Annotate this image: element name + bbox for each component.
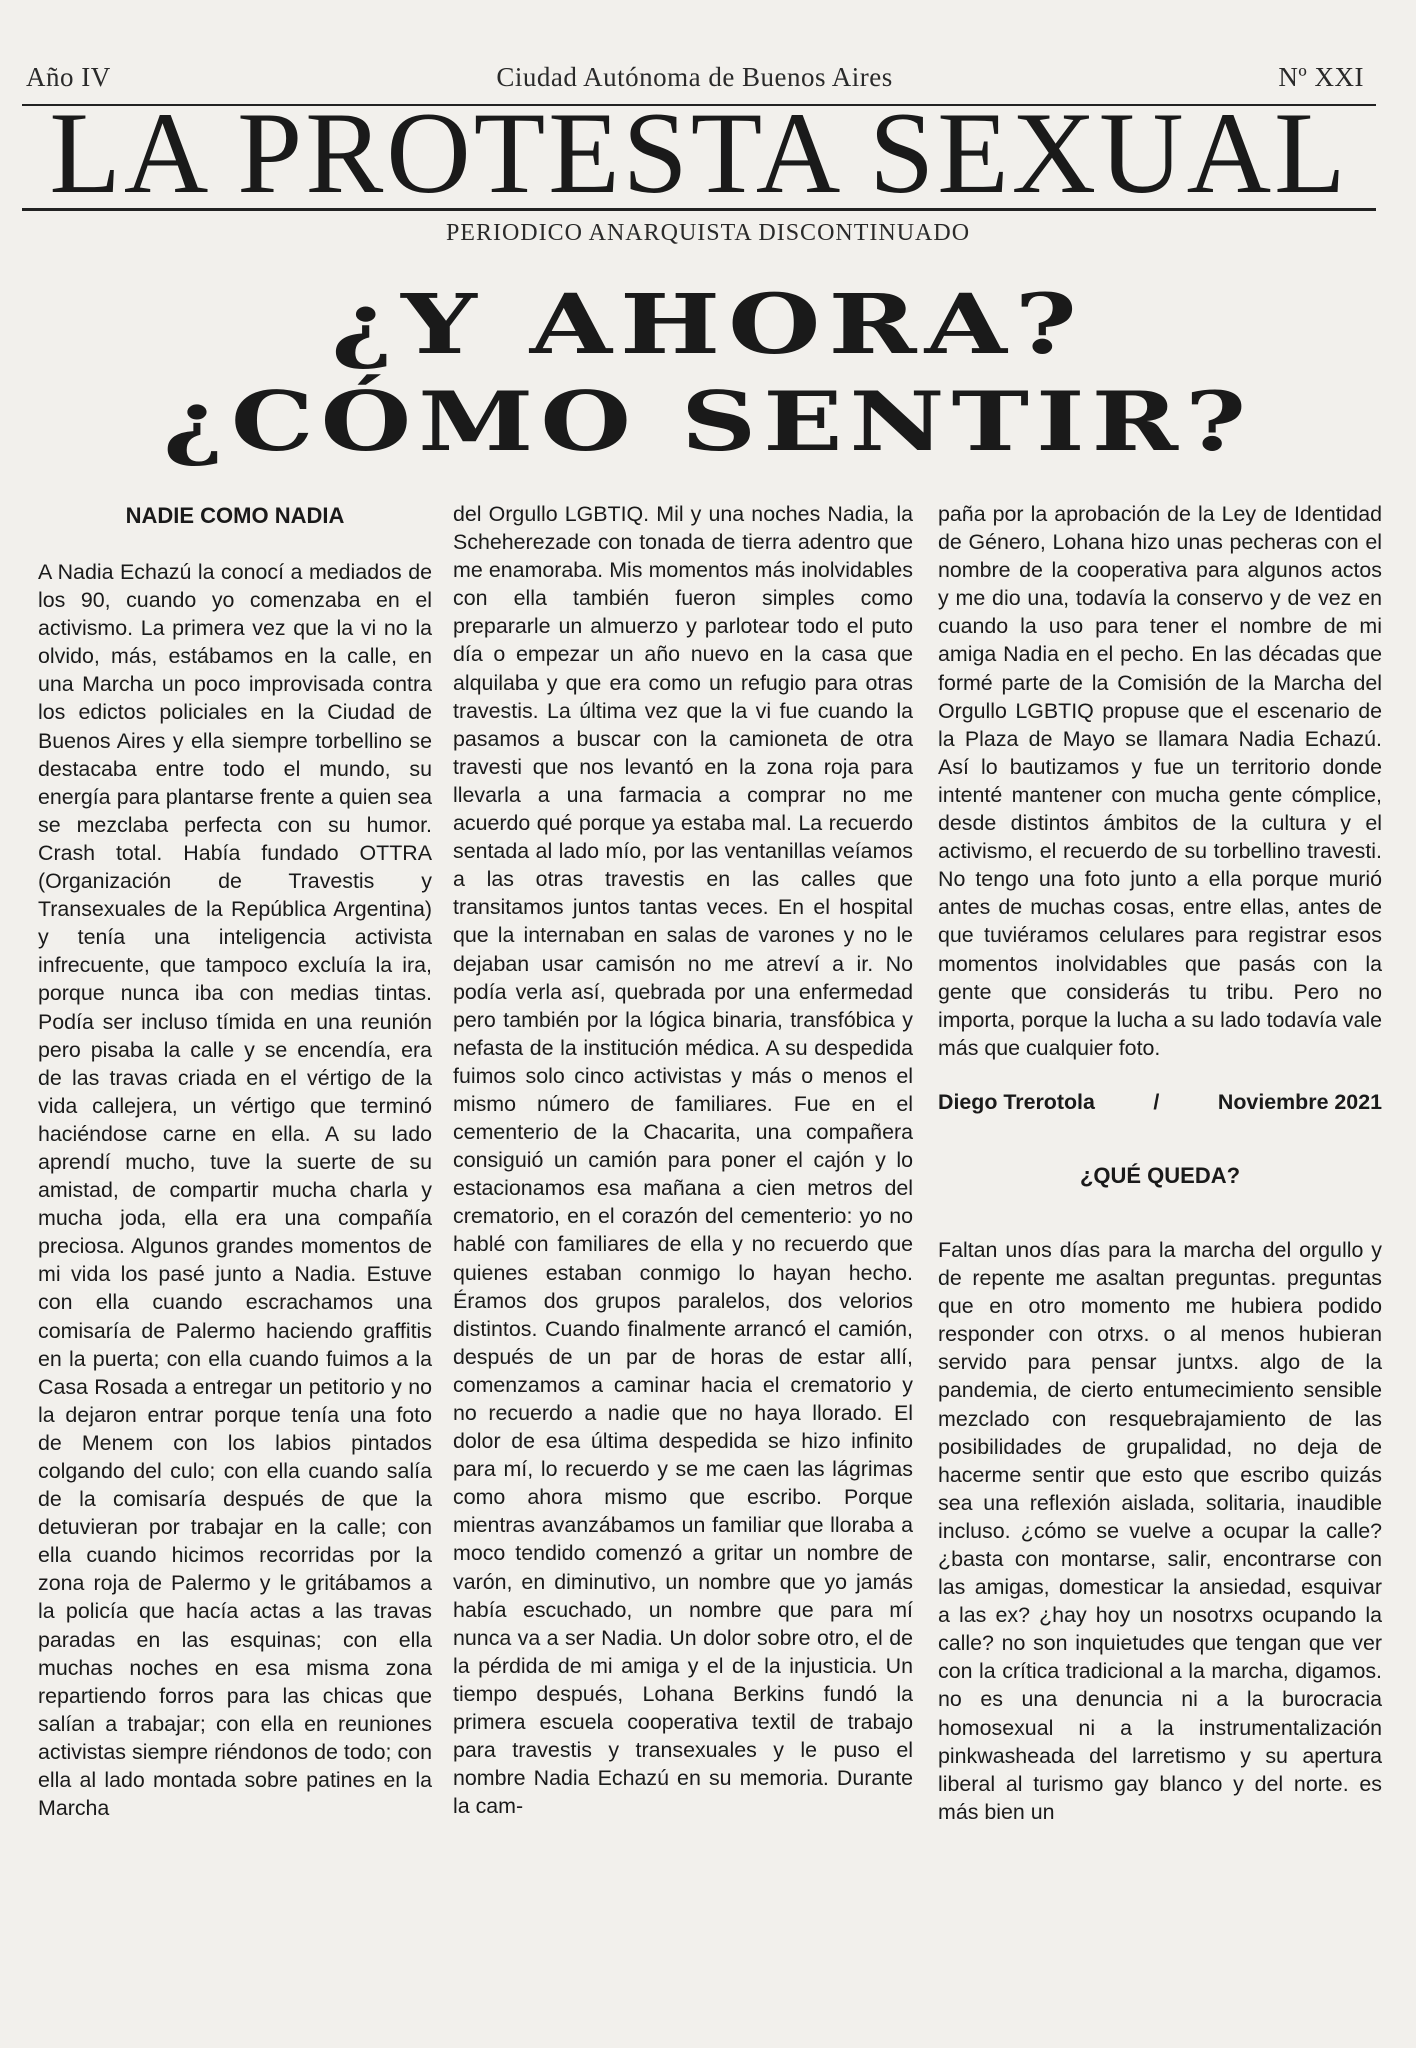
headline-line-2: ¿CÓMO SENTIR? (162, 373, 1254, 470)
headline-line-1: ¿Y AHORA? (331, 274, 1085, 373)
article-2-heading: ¿QUÉ QUEDA? (1079, 1162, 1241, 1188)
issue-number: Nº XXI (1278, 61, 1364, 92)
masthead-bottom-rule (22, 208, 1376, 211)
newspaper-title: LA PROTESTA SEXUAL (49, 89, 1349, 218)
article-1-heading: NADIE COMO NADIA (125, 503, 345, 528)
signature-separator: / (1153, 1089, 1160, 1114)
column-3 (938, 500, 1382, 1826)
newspaper-subtitle: PERIODICO ANARQUISTA DISCONTINUADO (445, 220, 971, 246)
city-line: Ciudad Autónoma de Buenos Aires (496, 61, 893, 92)
article-date: Noviembre 2021 (1217, 1089, 1382, 1114)
author-name: Diego Trerotola (938, 1089, 1095, 1114)
column-1 (38, 500, 432, 1822)
article-1-signature (938, 1088, 1382, 1116)
issue-year: Año IV (26, 61, 111, 92)
article-2-text: Faltan unos días para la marcha del orgullo y de repente me asaltan preguntas. preguntas que en otro momento me hubiera podido responder con otrxs. o al menos hubieran servido para pensar juntxs. algo de la pandemia, de cierto entumecimiento sensible mezclado con resquebrajamiento de las posibilidades de grupalidad, no deja de hacerme sentir que esto que escribo quizás sea una reflexión aislada, solitaria, inaudible incluso. ¿cómo se vuelve a ocupar la calle? ¿basta con montarse, salir, encontrarse con las amigas, domesticar la ansiedad, esquivar a las ex? ¿hay hoy un nosotrxs ocupando la calle? no son inquietudes que tengan que ver con la crítica tradicional a la marcha, digamos. no es una denuncia ni a la burocracia homosexual ni a la instrumentalización pinkwasheada del larretismo y su apertura liberal al turismo gay blanco y del norte. es más bien un (938, 1237, 1382, 1824)
article-1-text-part-2: del Orgullo LGBTIQ. Mil y una noches Nadia, la Scheherezade con tonada de tierra adentro que me enamoraba. Mis momentos más inolvidables con ella también fueron simples como prepararle un almuerzo y parlotear todo el puto día o empezar un año nuevo en la casa que alquilaba y que era como un refugio para otras travestis. La última vez que la vi fue cuando la pasamos a buscar con la camioneta de otra travesti que nos levantó en la zona roja para llevarla a una farmacia a comprar no me acuerdo qué porque ya estaba mal. La recuerdo sentada al lado mío, por las ventanillas veíamos a las otras travestis en las calles que transitamos juntos tantas veces. En el hospital que la internaban en salas de varones y no le dejaban usar camisón no me atreví a ir. No podía verla así, quebrada por una enfermedad pero también por la lógica binaria, transfóbica y nefasta de la institución médica. A su despedida fuimos solo cinco activistas y más o menos el mismo número de familiares. Fue en el cementerio de la Chacarita, una compañera consiguió un camión para poner el cajón y lo estacionamos esa mañana a cien metros del crematorio, en el corazón del cementerio: yo no hablé con familiares de ella y no recuerdo que quienes estaban conmigo lo hayan hecho. Éramos dos grupos paralelos, dos velorios distintos. Cuando finalmente arrancó el camión, después de un par de horas de estar allí, comenzamos a caminar hacia el crematorio y no recuerdo a nadie que no haya llorado. El dolor de esa última despedida se hizo infinito para mí, lo recuerdo y se me caen las lágrimas como ahora mismo que escribo. Porque mientras avanzábamos un familiar que lloraba a moco tendido comenzó a gritar un nombre de varón, en diminutivo, un nombre que yo jamás había escuchado, un nombre que para mí nunca va a ser Nadia. Un dolor sobre otro, el de la pérdida de mi amiga y el de la injusticia. Un tiempo después, Lohana Berkins fundó la primera escuela cooperativa textil de trabajo para travestis y transexuales y le puso el nombre Nadia Echazú en su memoria. Durante la cam- (453, 502, 913, 1819)
article-1-text-part-3: paña por la aprobación de la Ley de Identidad de Género, Lohana hizo unas pecheras con el nombre de la cooperativa para algunos actos y me dio una, todavía la conservo y de vez en cuando la uso para tener el nombre de mi amiga Nadia en el pecho. En las décadas que formé parte de la Comisión de la Marcha del Orgullo LGBTIQ propuse que el escenario de la Plaza de Mayo se llamara Nadia Echazú. Así lo bautizamos y fue un territorio donde intenté mantener con mucha gente cómplice, desde distintos ámbitos de la cultura y el activismo, el recuerdo de su torbellino travesti. No tengo una foto junto a ella porque murió antes de muchas cosas, entre ellas, antes de que tuviéramos celulares para registrar esos momentos inolvidables que pasás con la gente que considerás tu tribu. Pero no importa, porque la lucha a su lado todavía vale más que cualquier foto. (938, 502, 1382, 1060)
article-1-text-part-1: A Nadia Echazú la conocí a mediados de los 90, cuando yo comenzaba en el activismo. La primera vez que la vi no la olvido, más, estábamos en la calle, en una Marcha un poco improvisada contra los edictos policiales en la Ciudad de Buenos Aires y ella siempre torbellino se destacaba entre todo el mundo, su energía para plantarse frente a quien sea se mezclaba perfecta con su humor. Crash total. Había fundado OTTRA (Organización de Travestis y Transexuales de la República Argentina) y tenía una inteligencia activista infrecuente, que tampoco excluía la ira, porque nunca iba con medias tintas. Podía ser incluso tímida en una reunión pero pisaba la calle y se encendía, era de las travas criada en el vértigo de la vida callejera, un vértigo que terminó haciéndose carne en ella. A su lado aprendí mucho, tuve la suerte de su amistad, de compartir mucha charla y mucha joda, ella era una compañía preciosa. Algunos grandes momentos de mi vida los pasé junto a Nadia. Estuve con ella cuando escrachamos una comisaría de Palermo haciendo graffitis en la puerta; con ella cuando fuimos a la Casa Rosada a entregar un petitorio y no la dejaron entrar porque tenía una foto de Menem con los labios pintados colgando del culo; con ella cuando salía de la comisaría después de que la detuvieran por trabajar en la calle; con ella cuando hicimos recorridas por la zona roja de Palermo y le gritábamos a la policía que hacía actas a las travas paradas en las esquinas; con ella muchas noches en esa misma zona repartiendo forros para las chicas que salían a trabajar; con ella en reuniones activistas siempre riéndonos de todo; con ella al lado montada sobre patines en la Marcha (38, 560, 432, 1821)
column-2 (453, 500, 913, 1820)
